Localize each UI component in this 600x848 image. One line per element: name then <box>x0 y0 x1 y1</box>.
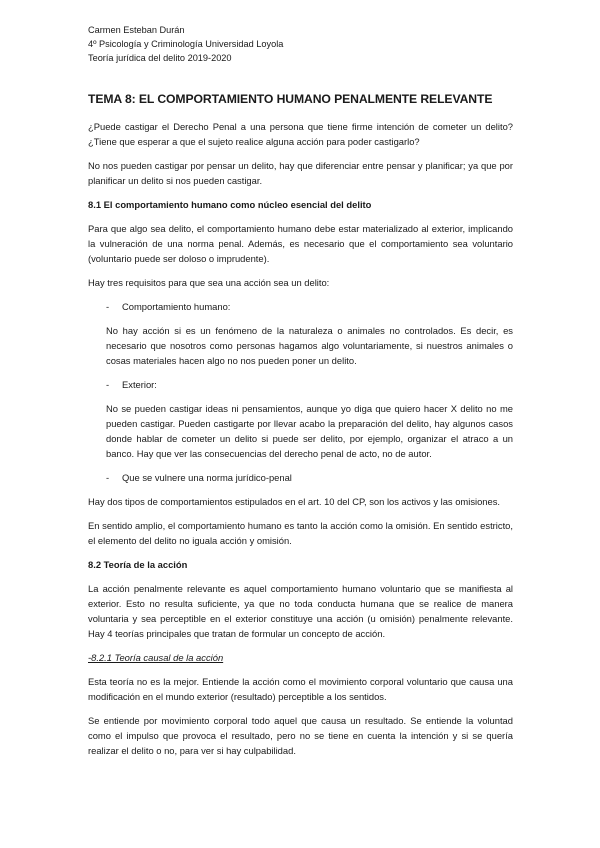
subject-name: Teoría jurídica del delito 2019-2020 <box>88 53 232 63</box>
section-8-2-heading: 8.2 Teoría de la acción <box>88 559 188 570</box>
requirement-2-label: Exterior: <box>122 379 157 390</box>
section-8-2-paragraph-2: Esta teoría no es la mejor. Entiende la acción como el movimiento corporal voluntario que causa una modificación en el mundo exterior (resultado) perceptible a los sentidos. <box>88 676 513 702</box>
requirement-3-label: Que se vulnere una norma jurídico-penal <box>122 472 292 483</box>
bullet-dash: - <box>106 301 110 312</box>
requirement-1-text: No hay acción si es un fenómeno de la naturaleza o animales no controlados. Es decir, es necesario que nosotros como personas hagamos algo voluntariamente, si nuestros animales o cosas materiales hacen algo no nos pueden poner un delito. <box>106 325 513 366</box>
section-8-1-paragraph-2: Hay tres requisitos para que sea una acción sea un delito: <box>88 277 330 288</box>
requirement-3 <box>106 470 513 485</box>
section-8-1-paragraph-3: Hay dos tipos de comportamientos estipulados en el art. 10 del CP, son los activos y las omisiones. <box>88 496 501 507</box>
bullet-dash: - <box>106 472 110 483</box>
requirement-1 <box>106 299 513 314</box>
section-8-1-paragraph-4: En sentido amplio, el comportamiento humano es tanto la acción como la omisión. En sentido estricto, el elemento del delito no iguala acción y omisión. <box>88 520 513 546</box>
subsection-8-2-1-heading: -8.2.1 Teoría causal de la acción <box>88 652 224 663</box>
document-body <box>88 91 513 767</box>
intro-paragraph-1: ¿Puede castigar el Derecho Penal a una persona que tiene firme intención de cometer un delito? ¿Tiene que esperar a que el sujeto realice alguna acción para poder castigarlo? <box>88 121 513 147</box>
section-8-2-paragraph-3: Se entiende por movimiento corporal todo aquel que causa un resultado. Se entiende la voluntad como el impulso que provoca el resultado, pero no se tiene en cuenta la intención y si se quería realizar el delito o no, para ver si hay culpabilidad. <box>88 715 513 756</box>
section-8-2-paragraph-1: La acción penalmente relevante es aquel comportamiento humano voluntario que se manifiesta al exterior. Esto no resulta suficiente, ya que no toda conducta humana que se realice de manera voluntaria y sea perceptible en el exterior constituye una acción (u omisión) penalmente relevante. Hay 4 teorías principales que tratan de formular un concepto de acción. <box>88 583 513 639</box>
intro-paragraph-2: No nos pueden castigar por pensar un delito, hay que diferenciar entre pensar y planificar; ya que por planificar un delito si nos pueden castigar. <box>88 160 513 186</box>
requirement-1-label: Comportamiento humano: <box>122 301 231 312</box>
author-name: Carmen Esteban Durán <box>88 25 185 35</box>
section-8-1-heading: 8.1 El comportamiento humano como núcleo esencial del delito <box>88 199 372 210</box>
document-header <box>88 23 283 65</box>
requirement-2-text: No se pueden castigar ideas ni pensamientos, aunque yo diga que quiero hacer X delito no me pueden castigar. Pueden castigarte por llevar acabo la preparación del delito, hay algunos casos donde hablar de cometer un delito si puede ser delito, por ejemplo, organizar el atraco a un banco. Hay que ver las consecuencias del derecho penal de acto, no de autor. <box>106 403 513 459</box>
bullet-dash: - <box>106 379 110 390</box>
page-title: TEMA 8: EL COMPORTAMIENTO HUMANO PENALMENTE RELEVANTE <box>88 92 493 106</box>
course-name: 4º Psicología y Criminología Universidad Loyola <box>88 39 284 49</box>
requirement-2 <box>106 377 513 392</box>
section-8-1-paragraph-1: Para que algo sea delito, el comportamiento humano debe estar materializado al exterior, implicando la vulneración de una norma penal. Además, es necesario que el comportamiento sea voluntario (voluntario puede ser doloso o imprudente). <box>88 223 513 264</box>
